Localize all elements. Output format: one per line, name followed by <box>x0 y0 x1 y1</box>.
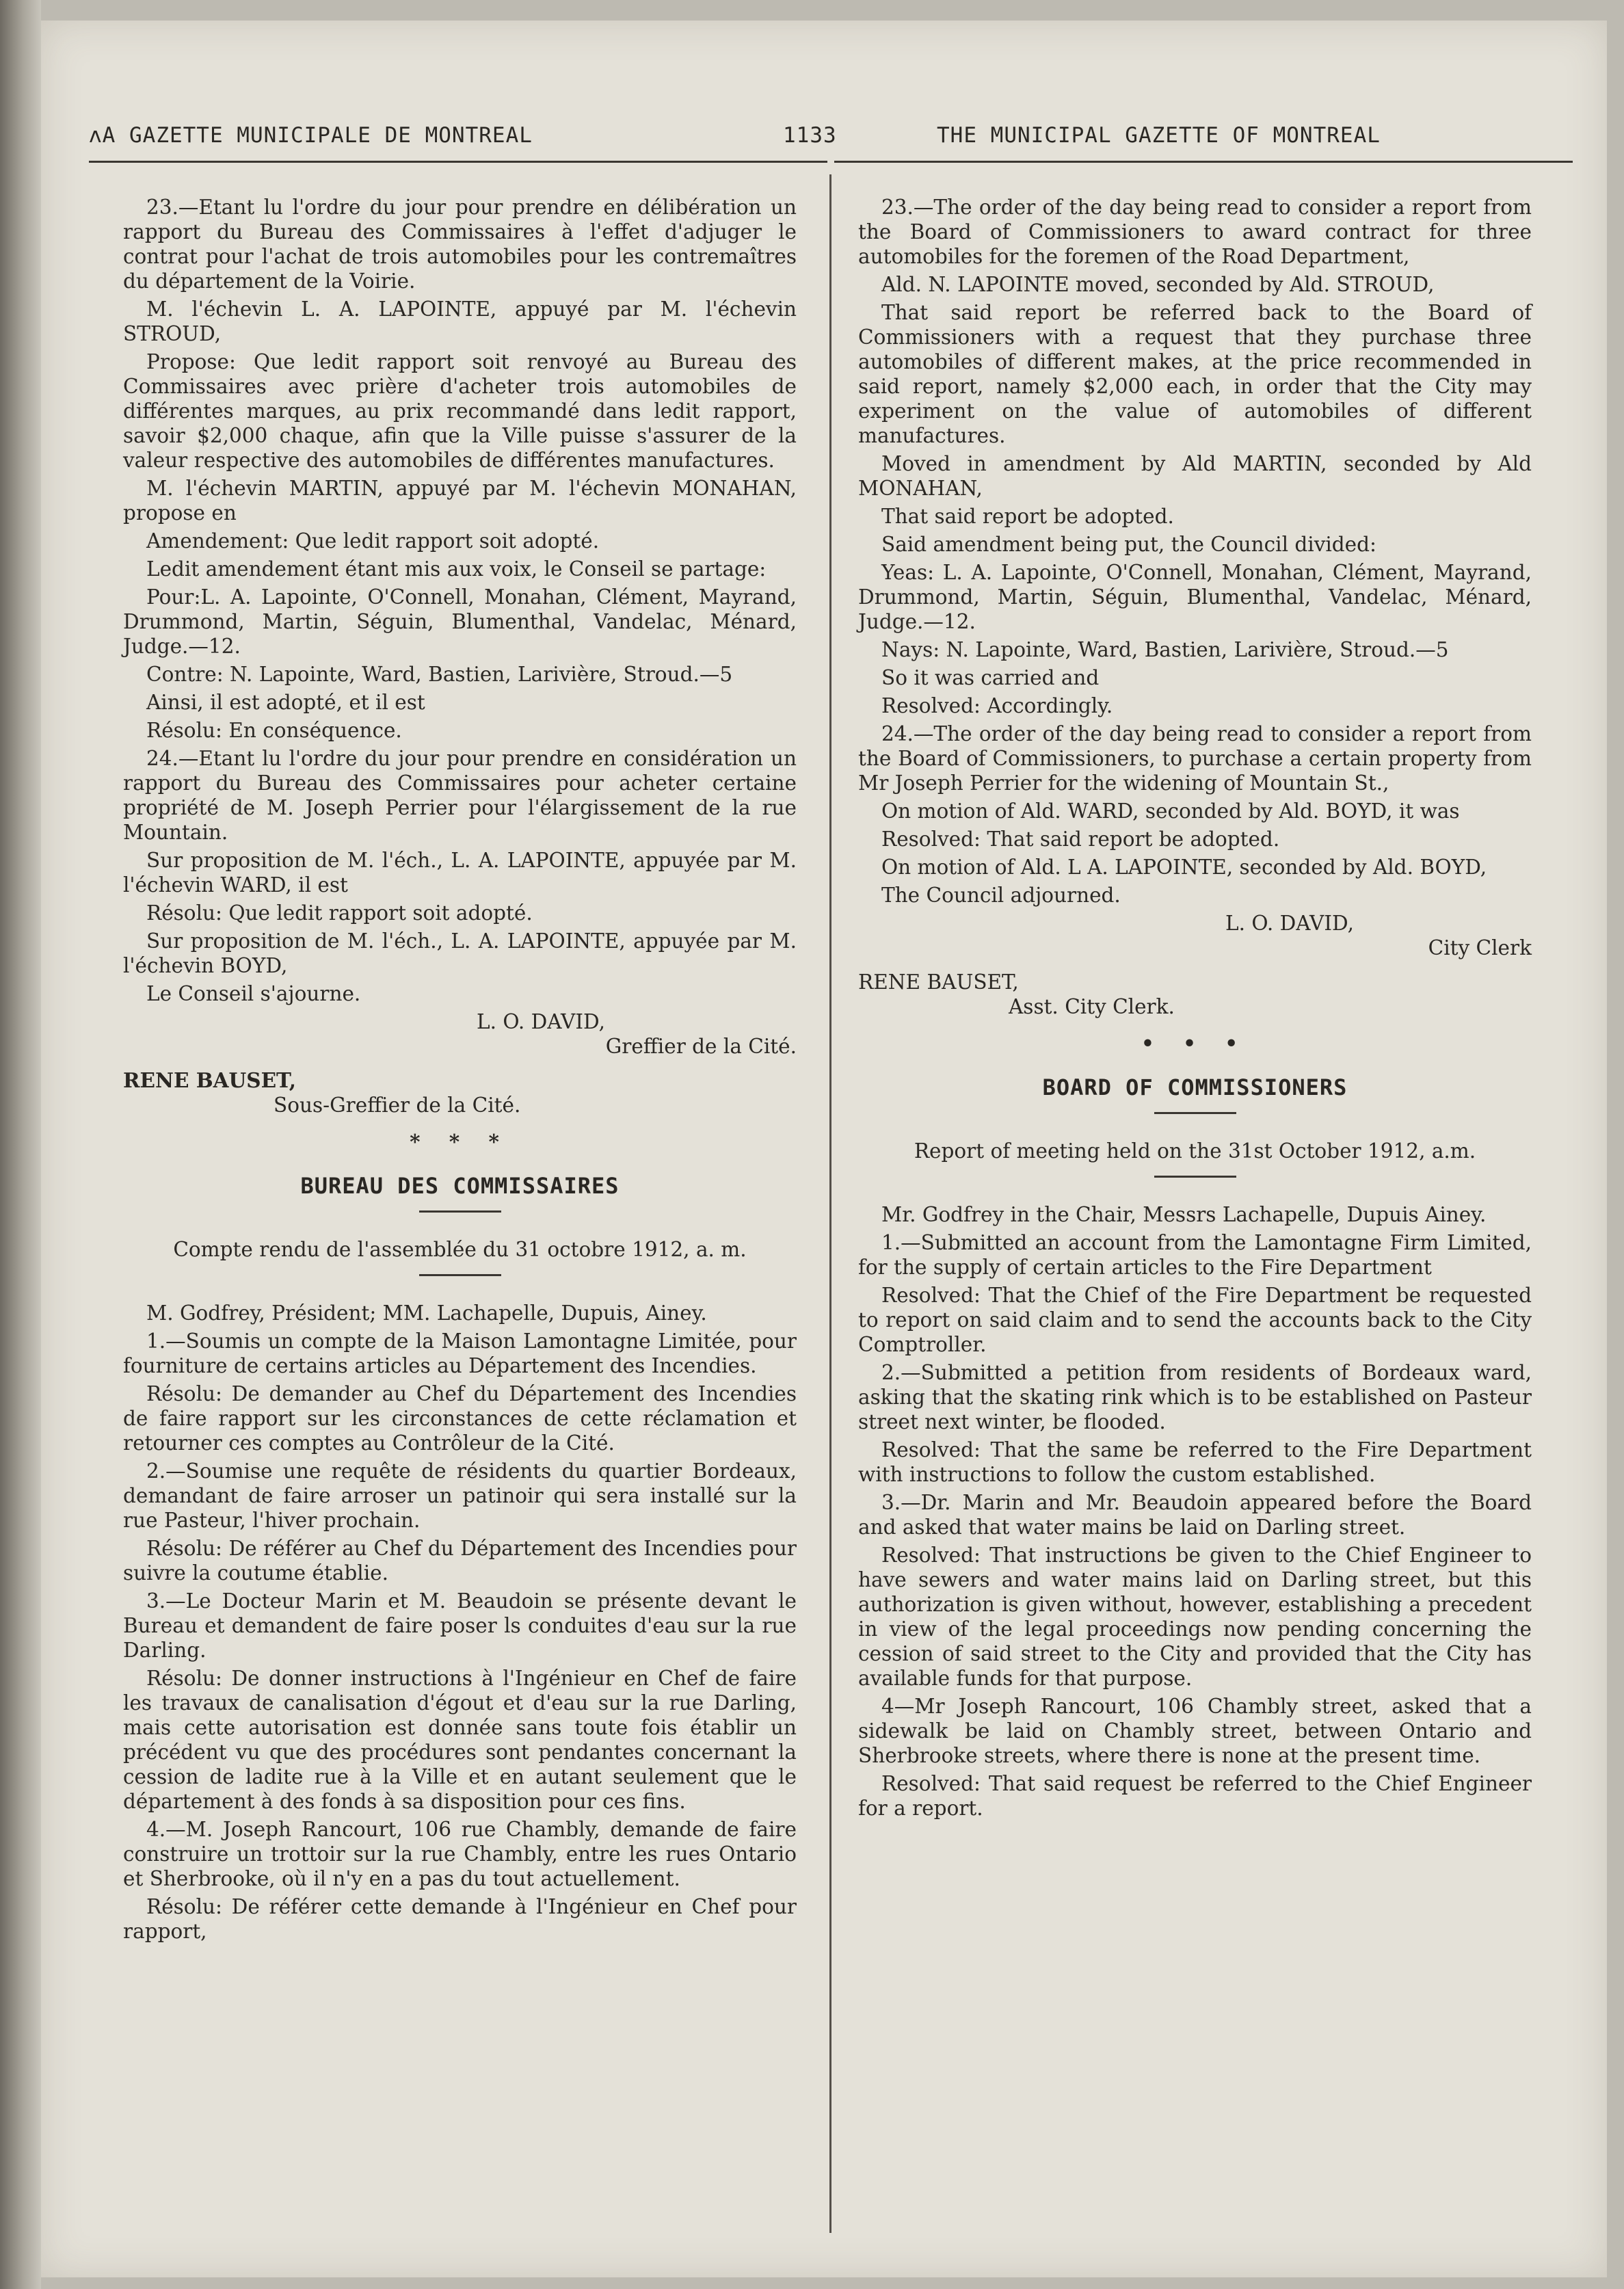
gazette-page <box>41 21 1607 2277</box>
section-separator: • • • <box>1141 1031 1249 1055</box>
paragraph: Amendement: Que ledit rapport soit adopté. <box>146 529 600 553</box>
paragraph: Ald. N. LAPOINTE moved, seconded by Ald. STROUD, <box>881 273 1435 296</box>
header-french-title: ʌA GAZETTE MUNICIPALE DE MONTREAL <box>89 123 533 148</box>
book-binding-edge <box>0 0 41 2289</box>
paragraph: Said amendment being put, the Council divided: <box>881 533 1376 556</box>
header-rule-right <box>834 161 1573 163</box>
paragraph: That said report be referred back to the Board of Commissioners with a request that they purchase three automobiles of different makes, at the price recommended in said report, namely $2,000 each, in order that the City may experiment on the value of automobiles of different manufactures. <box>858 301 1532 447</box>
paragraph: Resolved: Accordingly. <box>881 694 1113 717</box>
paragraph: 1.—Submitted an account from the Lamontagne Firm Limited, for the supply of certain articles to the Fire Department <box>858 1231 1532 1279</box>
paragraph: 23.—The order of the day being read to consider a report from the Board of Commissioners to award contract for three automobiles for the foremen of the Road Department, <box>858 196 1532 268</box>
english-column <box>858 195 1532 1824</box>
paragraph: Ainsi, il est adopté, et il est <box>146 691 425 714</box>
paragraph: Ledit amendement étant mis aux voix, le Conseil se partage: <box>146 557 767 581</box>
signature-name: L. O. DAVID, <box>1225 912 1354 935</box>
paragraph: Résolu: De référer au Chef du Département des Incendies pour suivre la coutume établie. <box>123 1537 797 1585</box>
paragraph: Resolved: That said request be referred to the Chief Engineer for a report. <box>858 1772 1532 1820</box>
paragraph: Résolu: Que ledit rapport soit adopté. <box>146 901 533 925</box>
paragraph: So it was carried and <box>881 666 1100 689</box>
section-subtitle: Compte rendu de l'assemblée du 31 octobre 1912, a. m. <box>173 1238 747 1261</box>
header-page-number: 1133 <box>783 123 837 148</box>
header-english-title: THE MUNICIPAL GAZETTE OF MONTREAL <box>937 123 1381 148</box>
header-rule-left <box>89 161 827 163</box>
paragraph: Propose: Que ledit rapport soit renvoyé au Bureau des Commissaires avec prière d'acheter trois automobiles de différentes marques, au prix recommandé dans ledit rapport, savoir $2,000 chaque, afin que la Ville puisse s'assurer de la valeur respective des automobiles de différentes manufactures. <box>123 350 797 472</box>
section-rule <box>419 1274 501 1276</box>
paragraph: Resolved: That instructions be given to the Chief Engineer to have sewers and water mains laid on Darling street, but this authorization is given without, however, establishing a precedent in view of the legal proceedings now pending concerning the cession of said street to the City and provided that the City has available funds for that purpose. <box>858 1544 1532 1690</box>
paragraph: 4.—M. Joseph Rancourt, 106 rue Chambly, demande de faire construire un trottoir sur la rue Chambly, entre les rues Ontario et Sherbrooke, où il n'y en a pas du tout actuellement. <box>123 1818 797 1890</box>
paragraph: Résolu: De donner instructions à l'Ingénieur en Chef de faire les travaux de canalisation d'égout et d'eau sur la rue Darling, mais cette autorisation est donnée sans toute fois établir un précédent vu que des procédures sont pendantes concernant la cession de ladite rue à la Ville et en autant seulement que le département à des fonds à sa disposition pour ces fins. <box>123 1667 797 1813</box>
paragraph: The Council adjourned. <box>881 884 1121 907</box>
section-rule <box>1154 1112 1236 1114</box>
paragraph: 24.—The order of the day being read to consider a report from the Board of Commissioners, to purchase a certain property from Mr Joseph Perrier for the widening of Mountain St., <box>858 722 1532 795</box>
paragraph: 24.—Etant lu l'ordre du jour pour prendre en considération un rapport du Bureau des Commissaires pour acheter certaine propriété de M. Joseph Perrier pour l'élargissement de la rue Mountain. <box>123 747 797 844</box>
signature-name: RENE BAUSET, <box>858 970 1019 994</box>
paragraph: Resolved: That the Chief of the Fire Department be requested to report on said claim and to send the accounts back to the City Comptroller. <box>858 1284 1532 1356</box>
paragraph: M. l'échevin MARTIN, appuyé par M. l'échevin MONAHAN, propose en <box>123 477 797 525</box>
paragraph: On motion of Ald. L A. LAPOINTE, seconded by Ald. BOYD, <box>881 856 1487 879</box>
section-rule <box>1154 1176 1236 1178</box>
paragraph: Résolu: De demander au Chef du Département des Incendies de faire rapport sur les circonstances de cette réclamation et retourner ces comptes au Contrôleur de la Cité. <box>123 1382 797 1455</box>
paragraph: Résolu: En conséquence. <box>146 719 402 742</box>
paragraph: Nays: N. Lapointe, Ward, Bastien, Larivière, Stroud.—5 <box>881 638 1449 661</box>
signature-title: Greffier de la Cité. <box>605 1035 797 1058</box>
column-divider <box>829 174 831 2233</box>
paragraph: Resolved: That said report be adopted. <box>881 828 1280 851</box>
paragraph: 3.—Le Docteur Marin et M. Beaudoin se présente devant le Bureau et demandent de faire poser ls conduites d'eau sur la rue Darling. <box>123 1589 797 1662</box>
signature-title: Asst. City Clerk. <box>1009 995 1175 1018</box>
paragraph: That said report be adopted. <box>881 505 1174 528</box>
section-title: BOARD OF COMMISSIONERS <box>1042 1074 1348 1100</box>
section-title: BUREAU DES COMMISSAIRES <box>300 1173 620 1199</box>
paragraph: M. Godfrey, Président; MM. Lachapelle, Dupuis, Ainey. <box>146 1301 707 1325</box>
paragraph: 2.—Submitted a petition from residents of Bordeaux ward, asking that the skating rink which is to be established on Pasteur street next winter, be flooded. <box>858 1361 1532 1433</box>
section-subtitle: Report of meeting held on the 31st October 1912, a.m. <box>914 1139 1476 1163</box>
french-column <box>123 195 797 1947</box>
paragraph: Pour:L. A. Lapointe, O'Connell, Monahan, Clément, Mayrand, Drummond, Martin, Séguin, Blumenthal, Vandelac, Ménard, Judge.—12. <box>123 585 797 658</box>
signature-name: RENE BAUSET, <box>123 1068 297 1092</box>
section-rule <box>419 1210 501 1213</box>
section-separator: * * * <box>410 1130 510 1154</box>
paragraph: On motion of Ald. WARD, seconded by Ald. BOYD, it was <box>881 799 1460 823</box>
signature-title: City Clerk <box>1428 936 1532 960</box>
paragraph: Contre: N. Lapointe, Ward, Bastien, Larivière, Stroud.—5 <box>146 663 733 686</box>
signature-name: L. O. DAVID, <box>477 1010 605 1033</box>
signature-title: Sous-Greffier de la Cité. <box>274 1094 521 1117</box>
paragraph: Sur proposition de M. l'éch., L. A. LAPOINTE, appuyée par M. l'échevin WARD, il est <box>123 849 797 897</box>
paragraph: 1.—Soumis un compte de la Maison Lamontagne Limitée, pour fourniture de certains articles au Département des Incendies. <box>123 1329 797 1377</box>
paragraph: 3.—Dr. Marin and Mr. Beaudoin appeared before the Board and asked that water mains be laid on Darling street. <box>858 1491 1532 1539</box>
paragraph: 2.—Soumise une requête de résidents du quartier Bordeaux, demandant de faire arroser un patinoir qui sera installé sur la rue Pasteur, l'hiver prochain. <box>123 1459 797 1532</box>
paragraph: Moved in amendment by Ald MARTIN, seconded by Ald MONAHAN, <box>858 452 1532 500</box>
paragraph: Sur proposition de M. l'éch., L. A. LAPOINTE, appuyée par M. l'échevin BOYD, <box>123 929 797 977</box>
paragraph: M. l'échevin L. A. LAPOINTE, appuyé par M. l'échevin STROUD, <box>123 297 797 345</box>
paragraph: Yeas: L. A. Lapointe, O'Connell, Monahan, Clément, Mayrand, Drummond, Martin, Séguin, Blumenthal, Vandelac, Ménard, Judge.—12. <box>858 561 1532 633</box>
paragraph: Resolved: That the same be referred to the Fire Department with instructions to follow the custom established. <box>858 1438 1532 1486</box>
paragraph: 23.—Etant lu l'ordre du jour pour prendre en délibération un rapport du Bureau des Commissaires à l'effet d'adjuger le contrat pour l'achat de trois automobiles pour les contremaîtres du département de la Voirie. <box>123 196 797 293</box>
paragraph: Le Conseil s'ajourne. <box>146 982 361 1005</box>
paragraph: 4—Mr Joseph Rancourt, 106 Chambly street, asked that a sidewalk be laid on Chambly street, between Ontario and Sherbrooke streets, where there is none at the present time. <box>858 1695 1532 1767</box>
paragraph: Mr. Godfrey in the Chair, Messrs Lachapelle, Dupuis Ainey. <box>881 1203 1487 1226</box>
paragraph: Résolu: De référer cette demande à l'Ingénieur en Chef pour rapport, <box>123 1895 797 1943</box>
